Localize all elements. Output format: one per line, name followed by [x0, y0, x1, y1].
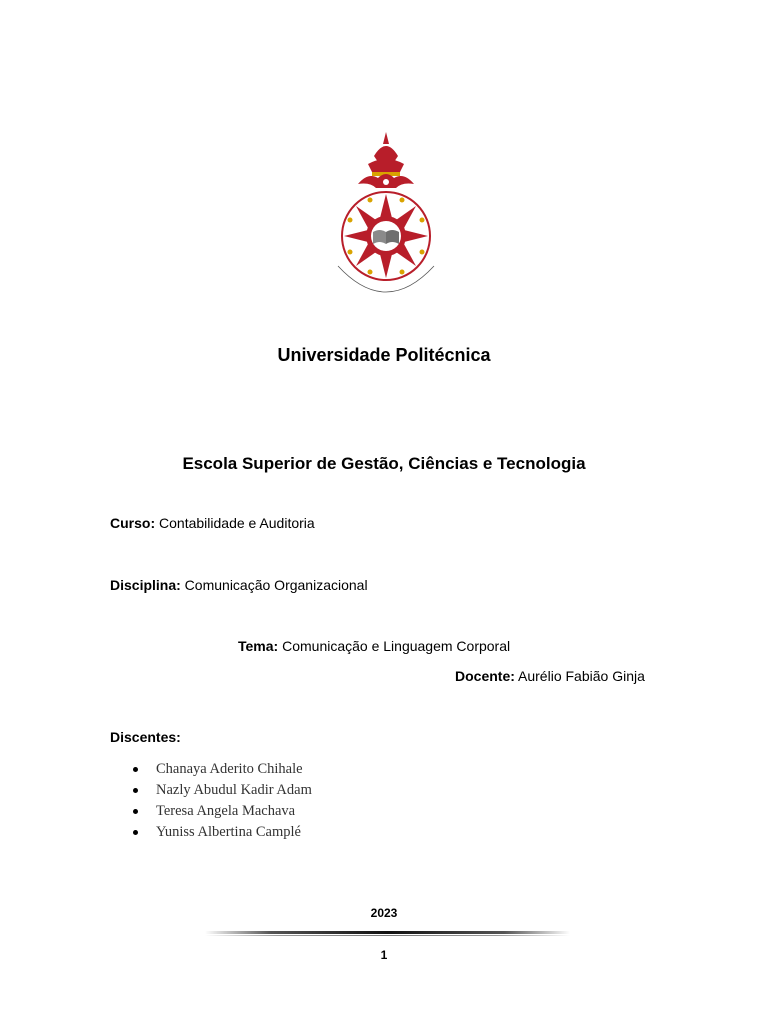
topic-field	[238, 638, 510, 654]
discipline-label: Disciplina:	[110, 577, 181, 593]
course-value: Contabilidade e Auditoria	[155, 515, 315, 531]
student-item: Nazly Abudul Kadir Adam	[130, 780, 312, 801]
university-name: Universidade Politécnica	[277, 345, 491, 365]
student-item: Chanaya Aderito Chihale	[130, 759, 312, 780]
topic-label: Tema:	[238, 638, 279, 654]
teacher-field	[455, 668, 645, 684]
student-item: Teresa Angela Machava	[130, 801, 312, 822]
students-label: Discentes:	[110, 729, 181, 745]
crest-icon	[328, 128, 444, 306]
school-name: Escola Superior de Gestão, Ciências e Tecnologia	[182, 454, 586, 473]
topic-value: Comunicação e Linguagem Corporal	[278, 638, 511, 654]
discipline-value: Comunicação Organizacional	[180, 577, 368, 593]
teacher-label: Docente:	[455, 668, 515, 684]
discipline-field	[110, 577, 368, 593]
course-label: Curso:	[110, 515, 156, 531]
page-number: 1	[380, 948, 388, 962]
year: 2023	[370, 906, 398, 920]
university-crest-logo	[328, 128, 444, 306]
students-list	[130, 759, 312, 843]
footer-divider	[205, 931, 570, 934]
course-field	[110, 515, 315, 531]
teacher-value: Aurélio Fabião Ginja	[514, 668, 645, 684]
student-item: Yuniss Albertina Camplé	[130, 822, 312, 843]
